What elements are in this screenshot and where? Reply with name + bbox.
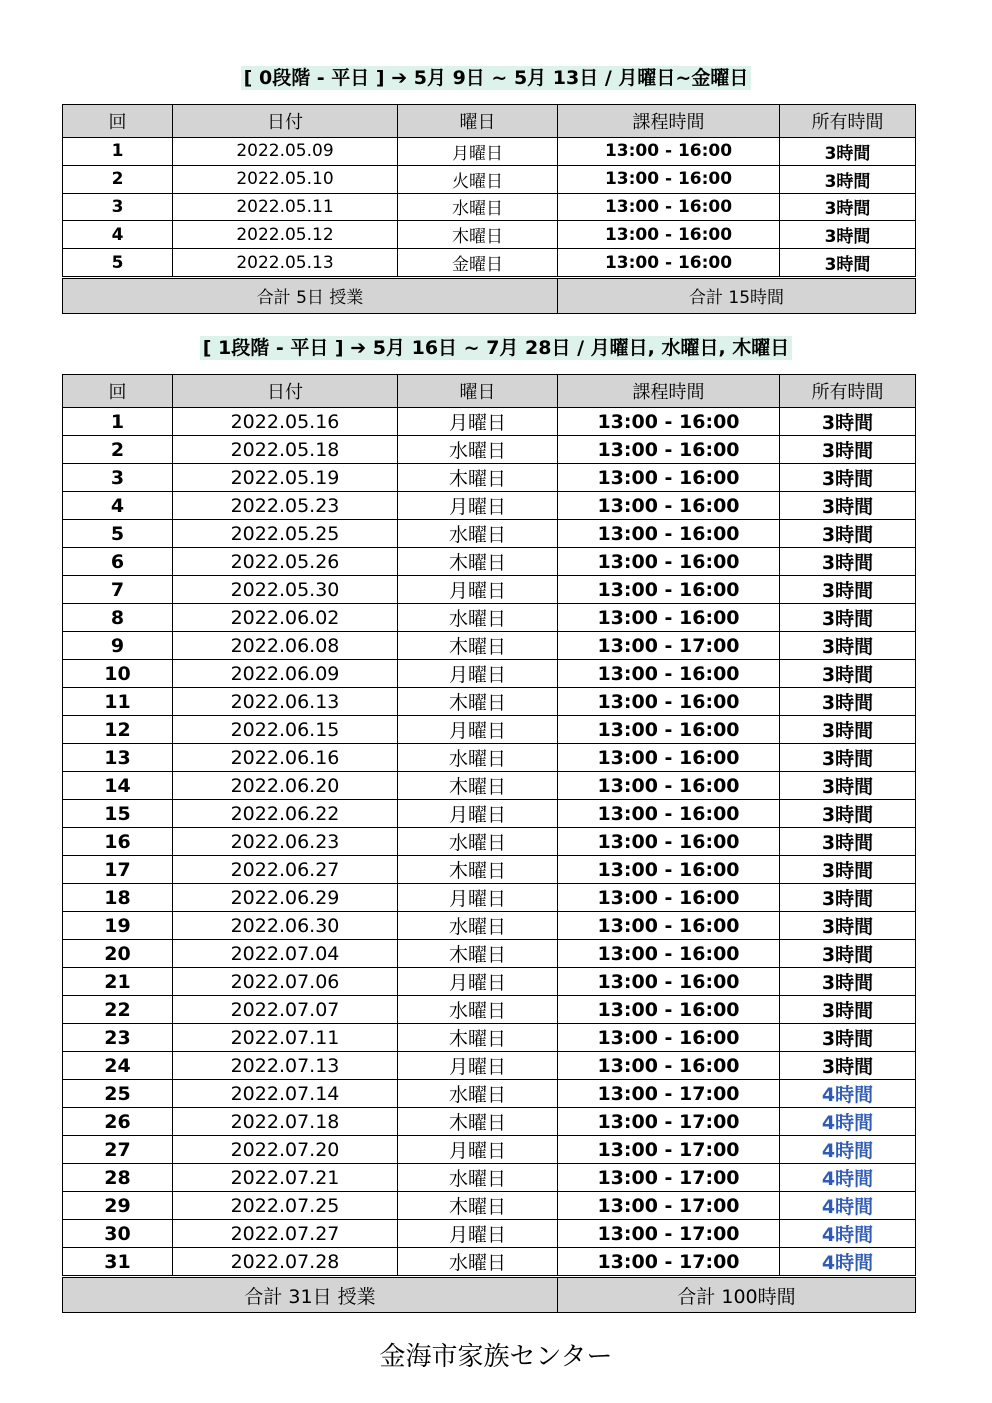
date-cell: 2022.07.18 xyxy=(173,1108,398,1136)
date-cell: 2022.07.06 xyxy=(173,968,398,996)
course-time-cell: 13:00 - 16:00 xyxy=(558,492,780,520)
weekday-cell: 水曜日 xyxy=(398,1164,558,1192)
course-time-cell: 13:00 - 16:00 xyxy=(558,1052,780,1080)
course-time-cell: 13:00 - 16:00 xyxy=(558,1024,780,1052)
duration-cell: 3時間 xyxy=(780,660,916,688)
header-date: 日付 xyxy=(173,375,398,408)
total-hours: 合計 15時間 xyxy=(558,277,916,313)
table-row xyxy=(63,800,916,828)
round-cell: 15 xyxy=(63,800,173,828)
total-days: 合計 31日 授業 xyxy=(63,1277,558,1313)
table-row xyxy=(63,1136,916,1164)
table-row xyxy=(63,604,916,632)
weekday-cell: 月曜日 xyxy=(398,138,558,166)
date-cell: 2022.06.20 xyxy=(173,772,398,800)
table-row xyxy=(63,193,916,221)
round-cell: 29 xyxy=(63,1192,173,1220)
date-cell: 2022.05.12 xyxy=(173,221,398,249)
table-row xyxy=(63,492,916,520)
round-cell: 4 xyxy=(63,221,173,249)
course-time-cell: 13:00 - 16:00 xyxy=(558,996,780,1024)
round-cell: 4 xyxy=(63,492,173,520)
table-row xyxy=(63,1024,916,1052)
duration-cell: 3時間 xyxy=(780,249,916,278)
round-cell: 23 xyxy=(63,1024,173,1052)
round-cell: 2 xyxy=(63,436,173,464)
date-cell: 2022.05.10 xyxy=(173,165,398,193)
course-time-cell: 13:00 - 16:00 xyxy=(558,138,780,166)
weekday-cell: 月曜日 xyxy=(398,576,558,604)
round-cell: 3 xyxy=(63,464,173,492)
weekday-cell: 水曜日 xyxy=(398,520,558,548)
date-cell: 2022.05.30 xyxy=(173,576,398,604)
section-title-stage-1: [ 1段階 - 平日 ] ➔ 5月 16日 ~ 7月 28日 / 月曜日, 水曜日, 木曜日 xyxy=(0,333,992,360)
table-row xyxy=(63,464,916,492)
round-cell: 21 xyxy=(63,968,173,996)
round-cell: 17 xyxy=(63,856,173,884)
organization-footer: 金海市家族センター xyxy=(379,1342,613,1372)
duration-cell: 4時間 xyxy=(780,1220,916,1248)
duration-cell: 4時間 xyxy=(780,1248,916,1277)
round-cell: 3 xyxy=(63,193,173,221)
weekday-cell: 月曜日 xyxy=(398,716,558,744)
duration-cell: 4時間 xyxy=(780,1136,916,1164)
weekday-cell: 水曜日 xyxy=(398,828,558,856)
round-cell: 24 xyxy=(63,1052,173,1080)
header-weekday: 曜日 xyxy=(398,375,558,408)
weekday-cell: 月曜日 xyxy=(398,884,558,912)
table-row xyxy=(63,576,916,604)
duration-cell: 3時間 xyxy=(780,828,916,856)
course-time-cell: 13:00 - 17:00 xyxy=(558,1080,780,1108)
weekday-cell: 月曜日 xyxy=(398,968,558,996)
duration-cell: 3時間 xyxy=(780,221,916,249)
round-cell: 19 xyxy=(63,912,173,940)
duration-cell: 3時間 xyxy=(780,856,916,884)
date-cell: 2022.06.27 xyxy=(173,856,398,884)
table-row xyxy=(63,688,916,716)
course-time-cell: 13:00 - 17:00 xyxy=(558,1220,780,1248)
weekday-cell: 水曜日 xyxy=(398,436,558,464)
table-row xyxy=(63,436,916,464)
course-time-cell: 13:00 - 17:00 xyxy=(558,1248,780,1277)
header-duration: 所有時間 xyxy=(780,375,916,408)
table-row xyxy=(63,996,916,1024)
round-cell: 18 xyxy=(63,884,173,912)
table-row xyxy=(63,1108,916,1136)
date-cell: 2022.07.20 xyxy=(173,1136,398,1164)
section-title-stage-0: [ 0段階 - 平日 ] ➔ 5月 9日 ~ 5月 13日 / 月曜日~金曜日 xyxy=(0,63,992,90)
duration-cell: 3時間 xyxy=(780,1024,916,1052)
header-round: 回 xyxy=(63,375,173,408)
duration-cell: 3時間 xyxy=(780,138,916,166)
table-row xyxy=(63,520,916,548)
weekday-cell: 金曜日 xyxy=(398,249,558,278)
course-time-cell: 13:00 - 16:00 xyxy=(558,548,780,576)
table-row xyxy=(63,940,916,968)
round-cell: 27 xyxy=(63,1136,173,1164)
total-row xyxy=(63,277,916,313)
duration-cell: 3時間 xyxy=(780,968,916,996)
duration-cell: 3時間 xyxy=(780,800,916,828)
date-cell: 2022.07.27 xyxy=(173,1220,398,1248)
table-row xyxy=(63,968,916,996)
schedule-table-stage-0 xyxy=(62,104,916,314)
round-cell: 7 xyxy=(63,576,173,604)
duration-cell: 3時間 xyxy=(780,604,916,632)
course-time-cell: 13:00 - 16:00 xyxy=(558,604,780,632)
duration-cell: 3時間 xyxy=(780,688,916,716)
date-cell: 2022.06.30 xyxy=(173,912,398,940)
duration-cell: 3時間 xyxy=(780,492,916,520)
date-cell: 2022.05.16 xyxy=(173,408,398,436)
round-cell: 6 xyxy=(63,548,173,576)
header-course-time: 課程時間 xyxy=(558,105,780,138)
date-cell: 2022.06.08 xyxy=(173,632,398,660)
duration-cell: 3時間 xyxy=(780,436,916,464)
date-cell: 2022.06.02 xyxy=(173,604,398,632)
course-time-cell: 13:00 - 16:00 xyxy=(558,968,780,996)
weekday-cell: 水曜日 xyxy=(398,1248,558,1277)
duration-cell: 3時間 xyxy=(780,716,916,744)
round-cell: 11 xyxy=(63,688,173,716)
schedule-table-stage-1 xyxy=(62,374,916,1313)
course-time-cell: 13:00 - 16:00 xyxy=(558,249,780,278)
duration-cell: 4時間 xyxy=(780,1192,916,1220)
weekday-cell: 水曜日 xyxy=(398,912,558,940)
date-cell: 2022.05.23 xyxy=(173,492,398,520)
table-row xyxy=(63,548,916,576)
weekday-cell: 木曜日 xyxy=(398,464,558,492)
date-cell: 2022.06.29 xyxy=(173,884,398,912)
duration-cell: 3時間 xyxy=(780,744,916,772)
total-days: 合計 5日 授業 xyxy=(63,277,558,313)
table-row xyxy=(63,660,916,688)
date-cell: 2022.05.19 xyxy=(173,464,398,492)
weekday-cell: 月曜日 xyxy=(398,408,558,436)
duration-cell: 4時間 xyxy=(780,1164,916,1192)
course-time-cell: 13:00 - 17:00 xyxy=(558,1164,780,1192)
weekday-cell: 月曜日 xyxy=(398,1136,558,1164)
duration-cell: 4時間 xyxy=(780,1080,916,1108)
table-row xyxy=(63,249,916,278)
date-cell: 2022.05.18 xyxy=(173,436,398,464)
duration-cell: 3時間 xyxy=(780,548,916,576)
duration-cell: 3時間 xyxy=(780,632,916,660)
weekday-cell: 木曜日 xyxy=(398,856,558,884)
table-row xyxy=(63,828,916,856)
header-round: 回 xyxy=(63,105,173,138)
weekday-cell: 木曜日 xyxy=(398,1192,558,1220)
date-cell: 2022.07.11 xyxy=(173,1024,398,1052)
table-row xyxy=(63,1248,916,1277)
round-cell: 26 xyxy=(63,1108,173,1136)
date-cell: 2022.07.07 xyxy=(173,996,398,1024)
table-row xyxy=(63,856,916,884)
date-cell: 2022.06.09 xyxy=(173,660,398,688)
duration-cell: 4時間 xyxy=(780,1108,916,1136)
date-cell: 2022.07.21 xyxy=(173,1164,398,1192)
weekday-cell: 月曜日 xyxy=(398,492,558,520)
date-cell: 2022.05.11 xyxy=(173,193,398,221)
header-course-time: 課程時間 xyxy=(558,375,780,408)
round-cell: 2 xyxy=(63,165,173,193)
date-cell: 2022.05.13 xyxy=(173,249,398,278)
course-time-cell: 13:00 - 16:00 xyxy=(558,464,780,492)
table-row xyxy=(63,165,916,193)
course-time-cell: 13:00 - 16:00 xyxy=(558,408,780,436)
duration-cell: 3時間 xyxy=(780,1052,916,1080)
round-cell: 8 xyxy=(63,604,173,632)
round-cell: 12 xyxy=(63,716,173,744)
course-time-cell: 13:00 - 16:00 xyxy=(558,912,780,940)
date-cell: 2022.06.13 xyxy=(173,688,398,716)
table-row xyxy=(63,716,916,744)
course-time-cell: 13:00 - 16:00 xyxy=(558,940,780,968)
duration-cell: 3時間 xyxy=(780,464,916,492)
round-cell: 5 xyxy=(63,249,173,278)
date-cell: 2022.06.15 xyxy=(173,716,398,744)
course-time-cell: 13:00 - 16:00 xyxy=(558,193,780,221)
round-cell: 1 xyxy=(63,138,173,166)
table-header-row xyxy=(63,105,916,138)
course-time-cell: 13:00 - 16:00 xyxy=(558,165,780,193)
table-row xyxy=(63,1080,916,1108)
course-time-cell: 13:00 - 16:00 xyxy=(558,856,780,884)
duration-cell: 3時間 xyxy=(780,884,916,912)
date-cell: 2022.07.14 xyxy=(173,1080,398,1108)
course-time-cell: 13:00 - 16:00 xyxy=(558,828,780,856)
date-cell: 2022.07.25 xyxy=(173,1192,398,1220)
header-date: 日付 xyxy=(173,105,398,138)
round-cell: 25 xyxy=(63,1080,173,1108)
table-row xyxy=(63,912,916,940)
table-row xyxy=(63,744,916,772)
table-row xyxy=(63,772,916,800)
date-cell: 2022.06.16 xyxy=(173,744,398,772)
date-cell: 2022.05.26 xyxy=(173,548,398,576)
header-weekday: 曜日 xyxy=(398,105,558,138)
weekday-cell: 木曜日 xyxy=(398,1108,558,1136)
round-cell: 13 xyxy=(63,744,173,772)
round-cell: 9 xyxy=(63,632,173,660)
duration-cell: 3時間 xyxy=(780,165,916,193)
course-time-cell: 13:00 - 16:00 xyxy=(558,800,780,828)
course-time-cell: 13:00 - 17:00 xyxy=(558,1136,780,1164)
weekday-cell: 木曜日 xyxy=(398,688,558,716)
round-cell: 10 xyxy=(63,660,173,688)
round-cell: 16 xyxy=(63,828,173,856)
total-row xyxy=(63,1277,916,1313)
table-row xyxy=(63,1164,916,1192)
round-cell: 20 xyxy=(63,940,173,968)
course-time-cell: 13:00 - 17:00 xyxy=(558,632,780,660)
weekday-cell: 水曜日 xyxy=(398,744,558,772)
date-cell: 2022.05.09 xyxy=(173,138,398,166)
course-time-cell: 13:00 - 16:00 xyxy=(558,744,780,772)
date-cell: 2022.07.28 xyxy=(173,1248,398,1277)
weekday-cell: 月曜日 xyxy=(398,1220,558,1248)
course-time-cell: 13:00 - 16:00 xyxy=(558,436,780,464)
course-time-cell: 13:00 - 16:00 xyxy=(558,884,780,912)
header-duration: 所有時間 xyxy=(780,105,916,138)
weekday-cell: 木曜日 xyxy=(398,772,558,800)
course-time-cell: 13:00 - 17:00 xyxy=(558,1192,780,1220)
weekday-cell: 水曜日 xyxy=(398,1080,558,1108)
weekday-cell: 木曜日 xyxy=(398,632,558,660)
weekday-cell: 木曜日 xyxy=(398,940,558,968)
round-cell: 14 xyxy=(63,772,173,800)
duration-cell: 3時間 xyxy=(780,772,916,800)
table-row xyxy=(63,138,916,166)
round-cell: 1 xyxy=(63,408,173,436)
date-cell: 2022.07.13 xyxy=(173,1052,398,1080)
course-time-cell: 13:00 - 16:00 xyxy=(558,688,780,716)
weekday-cell: 月曜日 xyxy=(398,660,558,688)
table-row xyxy=(63,1192,916,1220)
duration-cell: 3時間 xyxy=(780,520,916,548)
weekday-cell: 木曜日 xyxy=(398,1024,558,1052)
total-hours: 合計 100時間 xyxy=(558,1277,916,1313)
weekday-cell: 水曜日 xyxy=(398,996,558,1024)
course-time-cell: 13:00 - 16:00 xyxy=(558,520,780,548)
weekday-cell: 月曜日 xyxy=(398,1052,558,1080)
date-cell: 2022.06.23 xyxy=(173,828,398,856)
duration-cell: 3時間 xyxy=(780,576,916,604)
weekday-cell: 木曜日 xyxy=(398,548,558,576)
course-time-cell: 13:00 - 16:00 xyxy=(558,772,780,800)
weekday-cell: 水曜日 xyxy=(398,604,558,632)
table-header-row xyxy=(63,375,916,408)
date-cell: 2022.05.25 xyxy=(173,520,398,548)
course-time-cell: 13:00 - 16:00 xyxy=(558,576,780,604)
duration-cell: 3時間 xyxy=(780,408,916,436)
duration-cell: 3時間 xyxy=(780,940,916,968)
round-cell: 30 xyxy=(63,1220,173,1248)
round-cell: 5 xyxy=(63,520,173,548)
table-row xyxy=(63,884,916,912)
weekday-cell: 水曜日 xyxy=(398,193,558,221)
table-row xyxy=(63,632,916,660)
course-time-cell: 13:00 - 17:00 xyxy=(558,1108,780,1136)
round-cell: 28 xyxy=(63,1164,173,1192)
date-cell: 2022.07.04 xyxy=(173,940,398,968)
duration-cell: 3時間 xyxy=(780,996,916,1024)
round-cell: 31 xyxy=(63,1248,173,1277)
weekday-cell: 火曜日 xyxy=(398,165,558,193)
course-time-cell: 13:00 - 16:00 xyxy=(558,716,780,744)
weekday-cell: 木曜日 xyxy=(398,221,558,249)
table-row xyxy=(63,408,916,436)
course-time-cell: 13:00 - 16:00 xyxy=(558,221,780,249)
table-row xyxy=(63,1220,916,1248)
duration-cell: 3時間 xyxy=(780,193,916,221)
course-time-cell: 13:00 - 16:00 xyxy=(558,660,780,688)
weekday-cell: 月曜日 xyxy=(398,800,558,828)
date-cell: 2022.06.22 xyxy=(173,800,398,828)
duration-cell: 3時間 xyxy=(780,912,916,940)
table-row xyxy=(63,1052,916,1080)
round-cell: 22 xyxy=(63,996,173,1024)
table-row xyxy=(63,221,916,249)
